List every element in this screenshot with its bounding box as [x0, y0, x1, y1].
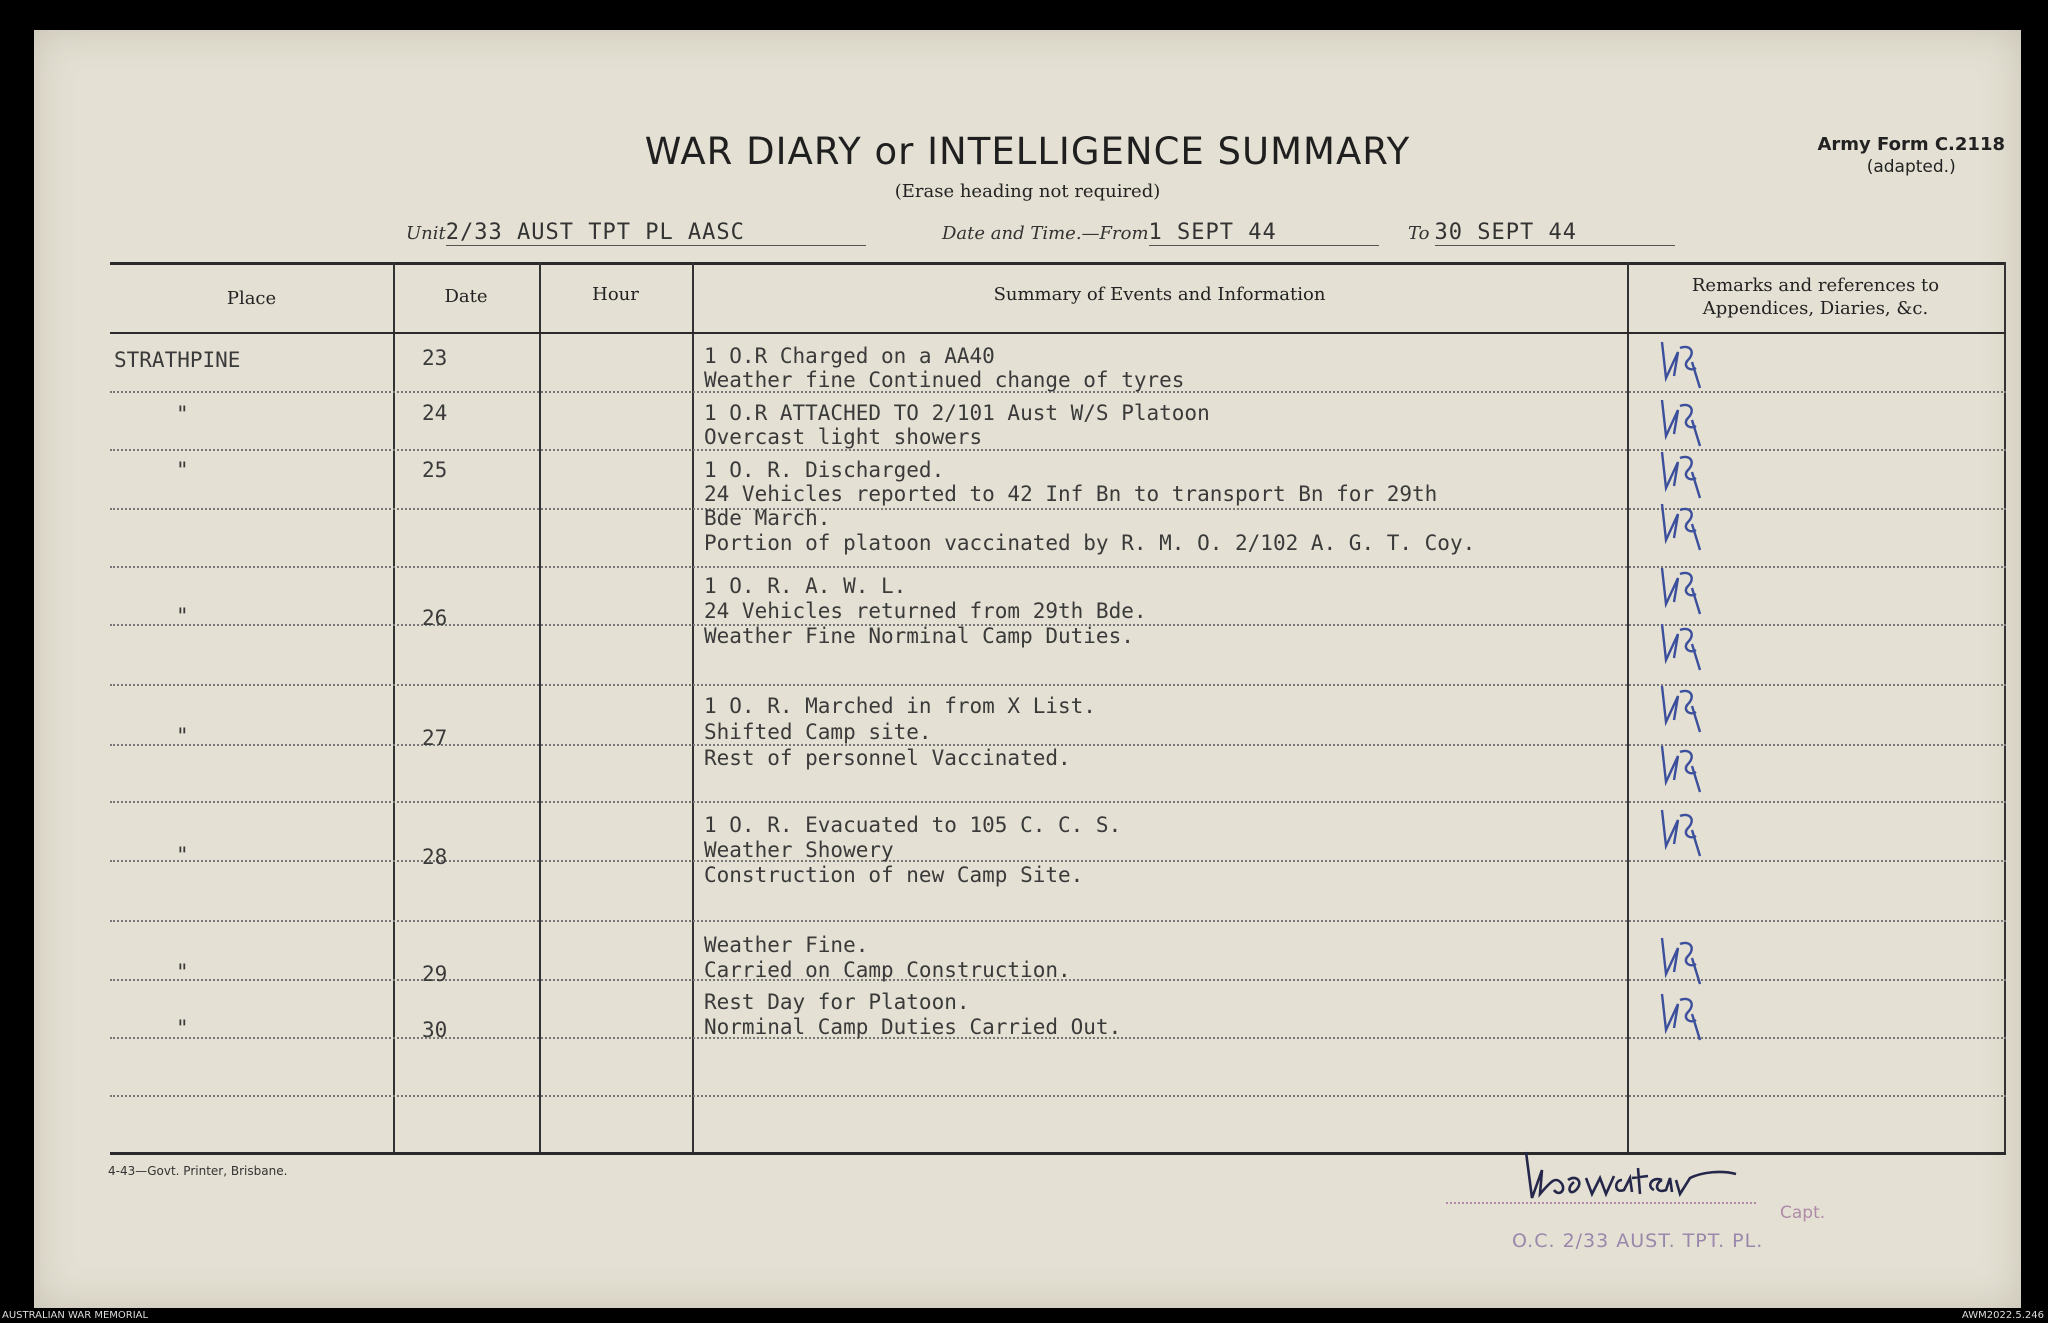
- printer-imprint: 4-43—Govt. Printer, Brisbane.: [108, 1164, 288, 1178]
- remarks-header-line-1: Remarks and references to: [1691, 275, 1940, 296]
- archive-reference: AWM2022.5.246: [1961, 1310, 2044, 1321]
- row-summary-line: Weather Fine Norminal Camp Duties.: [704, 624, 1134, 648]
- row-summary-line: Portion of platoon vaccinated by R. M. O. 2/102 A. G. T. Coy.: [704, 531, 1476, 555]
- initials-mark: [1656, 934, 1716, 986]
- remarks-header-line-2: Appendices, Diaries, &c.: [1702, 298, 1929, 319]
- row-summary-line: Bde March.: [704, 506, 831, 530]
- from-label: Date and Time.—From: [942, 223, 1149, 244]
- ruling-line: [110, 566, 2006, 568]
- initials-mark: [1656, 338, 1716, 390]
- col-header-summary: Summary of Events and Information: [993, 284, 1326, 305]
- to-label: To: [1408, 223, 1430, 244]
- initials-mark: [1656, 620, 1716, 672]
- column-divider: [692, 262, 694, 1152]
- diary-sheet: [34, 30, 2021, 1308]
- row-summary-line: Construction of new Camp Site.: [704, 863, 1084, 887]
- signature-rank: Capt.: [1780, 1203, 1826, 1223]
- row-date: 25: [422, 458, 448, 482]
- column-divider: [1627, 262, 1629, 1152]
- row-summary-line: Rest Day for Platoon.: [704, 990, 970, 1014]
- signature-line: [1446, 1202, 1756, 1204]
- row-summary-line: 1 O. R. A. W. L.: [704, 574, 907, 598]
- unit-label: Unit: [406, 223, 446, 244]
- army-form-label: [1817, 134, 2005, 177]
- row-date: 23: [422, 346, 448, 370]
- column-divider: [2004, 262, 2006, 1152]
- row-date: 30: [422, 1018, 448, 1042]
- initials-mark: [1656, 990, 1716, 1042]
- initials-mark: [1656, 742, 1716, 794]
- row-date: 26: [422, 606, 448, 630]
- row-place: ": [176, 724, 189, 748]
- unit-field: [406, 220, 866, 246]
- row-date: 24: [422, 401, 448, 425]
- row-summary-line: Weather Showery: [704, 838, 894, 862]
- initials-mark: [1656, 682, 1716, 734]
- ruling-line: [110, 860, 2006, 862]
- row-place: ": [176, 458, 189, 482]
- row-summary-line: Weather Fine.: [704, 933, 869, 957]
- archive-credit: AUSTRALIAN WAR MEMORIAL: [2, 1310, 149, 1321]
- row-summary-line: 1 O.R ATTACHED TO 2/101 Aust W/S Platoon: [704, 401, 1210, 425]
- ruling-line: [110, 508, 2006, 510]
- col-header-date: Date: [444, 286, 488, 307]
- col-header-hour: Hour: [592, 284, 639, 305]
- row-place: ": [176, 1016, 189, 1040]
- row-place: ": [176, 402, 189, 426]
- row-summary-line: Norminal Camp Duties Carried Out.: [704, 1015, 1122, 1039]
- row-summary-line: 1 O.R Charged on a AA40: [704, 344, 995, 368]
- row-summary-line: 1 O. R. Evacuated to 105 C. C. S.: [704, 813, 1122, 837]
- row-place: ": [176, 843, 189, 867]
- initials-mark: [1656, 500, 1716, 552]
- initials-mark: [1656, 806, 1716, 858]
- army-form-note: (adapted.): [1866, 157, 1956, 177]
- to-field: [1408, 220, 1675, 246]
- ruling-line: [110, 684, 2006, 686]
- ruling-line: [110, 449, 2006, 451]
- ruling-line: [110, 1095, 2006, 1097]
- row-date: 29: [422, 962, 448, 986]
- column-divider: [393, 262, 395, 1152]
- initials-mark: [1656, 396, 1716, 448]
- row-date: 28: [422, 845, 448, 869]
- page-subtitle: (Erase heading not required): [894, 181, 1161, 202]
- initials-mark: [1656, 448, 1716, 500]
- page-title: WAR DIARY or INTELLIGENCE SUMMARY: [644, 130, 1411, 173]
- from-value: 1 SEPT 44: [1149, 220, 1379, 246]
- row-summary-line: 24 Vehicles reported to 42 Inf Bn to transport Bn for 29th: [704, 482, 1438, 506]
- row-summary-line: Overcast light showers: [704, 425, 983, 449]
- row-place: STRATHPINE: [114, 348, 241, 372]
- unit-value: 2/33 AUST TPT PL AASC: [446, 220, 866, 246]
- ruling-line: [110, 801, 2006, 803]
- to-value: 30 SEPT 44: [1435, 220, 1675, 246]
- column-divider: [539, 262, 541, 1152]
- unit-stamp: O.C. 2/33 AUST. TPT. PL.: [1512, 1230, 1764, 1252]
- row-place: ": [176, 960, 189, 984]
- row-summary-line: Shifted Camp site.: [704, 720, 932, 744]
- army-form-number: Army Form C.2118: [1817, 134, 2005, 155]
- signature: [1522, 1150, 1762, 1210]
- ruling-line: [110, 920, 2006, 922]
- row-place: ": [176, 604, 189, 628]
- col-header-place: Place: [226, 288, 277, 309]
- row-summary-line: 1 O. R. Marched in from X List.: [704, 694, 1096, 718]
- initials-mark: [1656, 564, 1716, 616]
- row-summary-line: 24 Vehicles returned from 29th Bde.: [704, 599, 1147, 623]
- row-summary-line: Rest of personnel Vaccinated.: [704, 746, 1071, 770]
- row-date: 27: [422, 726, 448, 750]
- row-summary-line: 1 O. R. Discharged.: [704, 458, 945, 482]
- from-field: [942, 220, 1379, 246]
- row-summary-line: Weather fine Continued change of tyres: [704, 368, 1185, 392]
- col-header-remarks: [1627, 274, 2004, 320]
- header-rule: [110, 332, 2006, 334]
- row-summary-line: Carried on Camp Construction.: [704, 958, 1071, 982]
